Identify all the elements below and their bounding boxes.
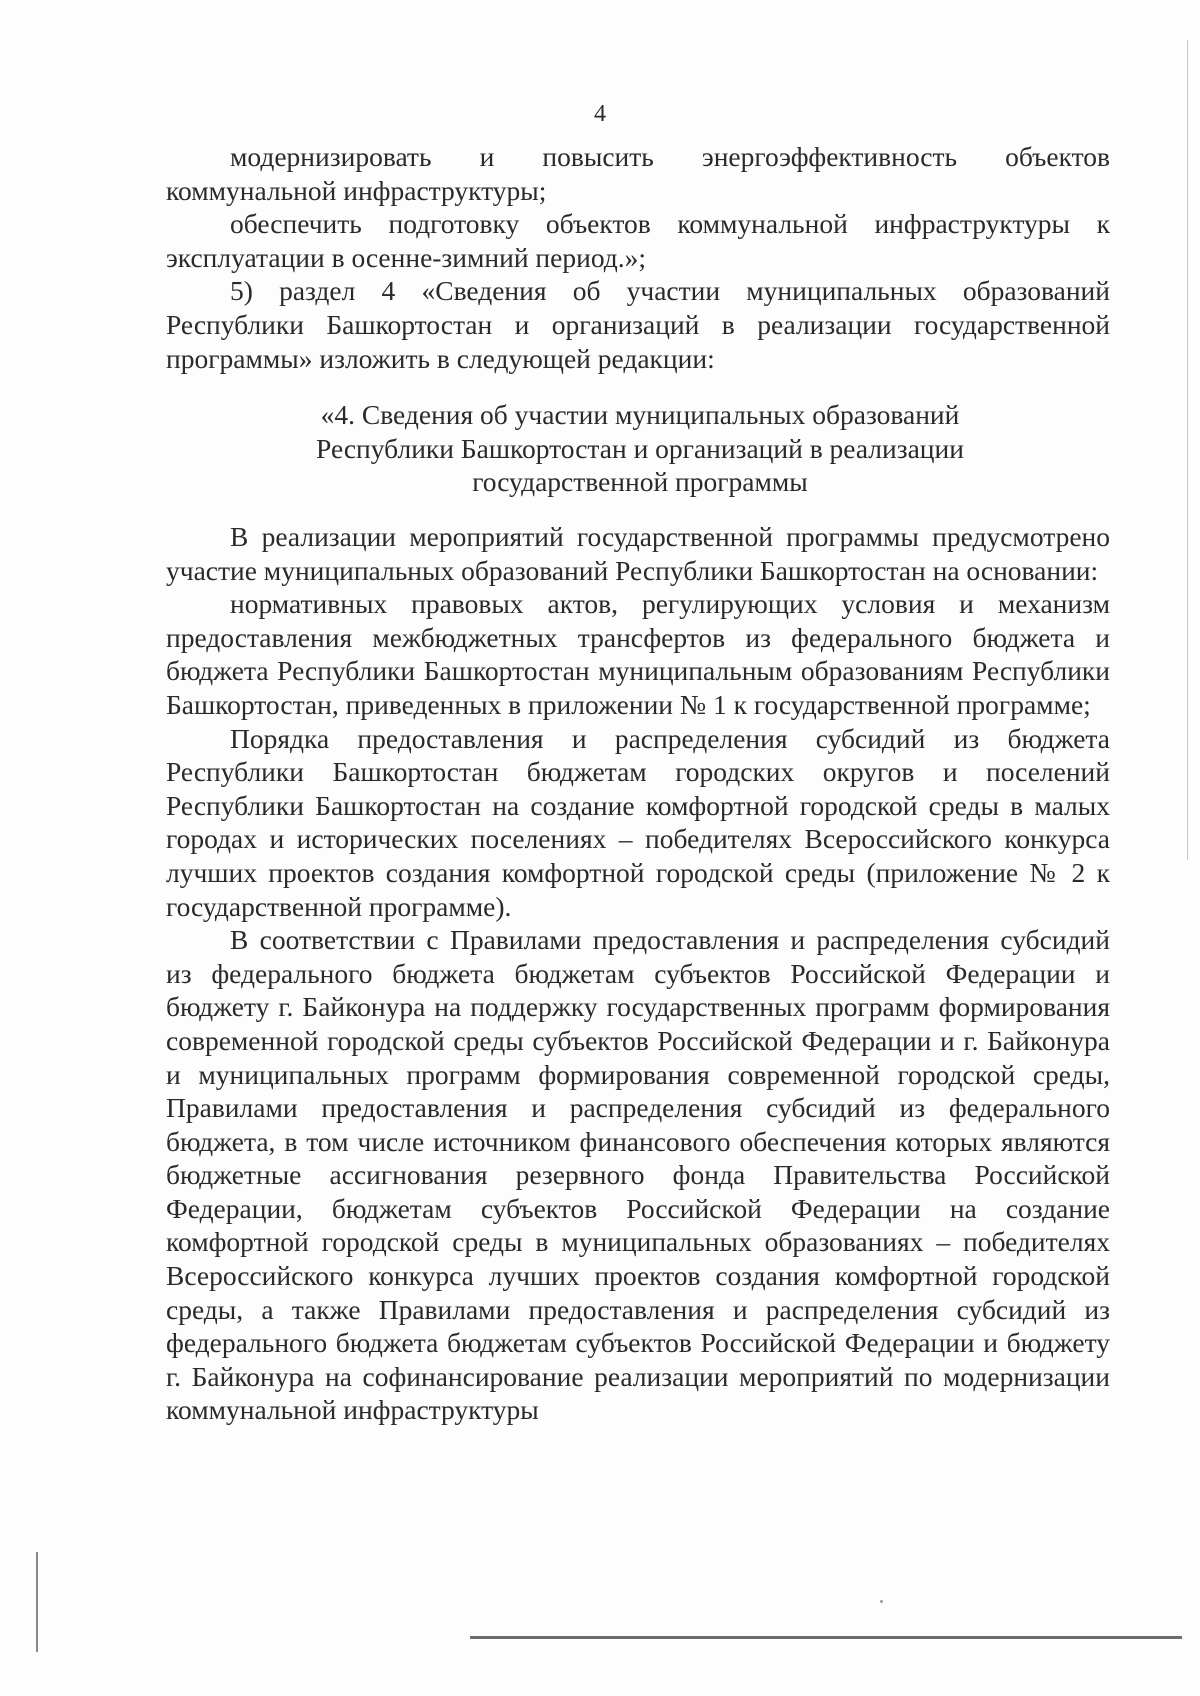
page-number: 4 — [594, 101, 606, 127]
heading-line: Республики Башкортостан и организаций в реализации — [316, 432, 964, 464]
heading-line: «4. Сведения об участии муниципальных образований — [320, 399, 960, 430]
paragraph: 5) раздел 4 «Сведения об участии муниципальных образований Республики Башкортостан и организаций в реализации государственной программы» изложить в следующей редакции: — [166, 275, 1110, 374]
paragraph: В соответствии с Правилами предоставления и распределения субсидий из федерального бюджета бюджетам субъектов Российской Федерации и бюджету г. Байконура на поддержку государственных программ формирования современной городской среды субъектов Российской Федерации и г. Байконура и муниципальных программ формирования современной городской среды, Правилами предоставления и распределения субсидий из федерального бюджета, в том числе источником финансового обеспечения которых являются бюджетные ассигнования резервного фонда Правительства Российской Федерации, бюджетам субъектов Российской Федерации на создание комфортной городской среды в муниципальных образованиях – победителях Всероссийского конкурса лучших проектов создания комфортной городской среды, а также Правилами предоставления и распределения субсидий из федерального бюджета бюджетам субъектов Российской Федерации и бюджету г. Байконура на софинансирование реализации мероприятий по модернизации коммунальной инфраструктуры — [166, 924, 1110, 1426]
bottom-text-block — [166, 520, 1110, 1427]
scan-edge-mark — [36, 1552, 38, 1652]
heading-line: государственной программы — [472, 466, 808, 498]
paragraph: нормативных правовых актов, регулирующих условия и механизм предоставления межбюджетных трансфертов из федерального бюджета и бюджета Республики Башкортостан муниципальным образованиям Республики Башкортостан, приведенных в приложении № 1 к государственной программе; — [166, 588, 1110, 720]
paragraph: обеспечить подготовку объектов коммунальной инфраструктуры к эксплуатации в осенне-зимний период.»; — [166, 208, 1110, 273]
scan-edge-mark — [1187, 40, 1188, 860]
section-heading — [200, 398, 1080, 499]
scan-speck — [880, 1600, 883, 1603]
scan-bottom-line — [470, 1636, 1182, 1639]
paragraph: Порядка предоставления и распределения субсидий из бюджета Республики Башкортостан бюджетам городских округов и поселений Республики Башкортостан на создание комфортной городской среды в малых городах и исторических поселениях – победителях Всероссийского конкурса лучших проектов создания комфортной городской среды (приложение № 2 к государственной программе). — [166, 722, 1110, 922]
paragraph: модернизировать и повысить энергоэффективность объектов коммунальной инфраструктуры; — [166, 141, 1110, 206]
paragraph: В реализации мероприятий государственной программы предусмотрено участие муниципальных образований Республики Башкортостан на основании: — [166, 521, 1110, 586]
top-text-block — [166, 140, 1110, 375]
